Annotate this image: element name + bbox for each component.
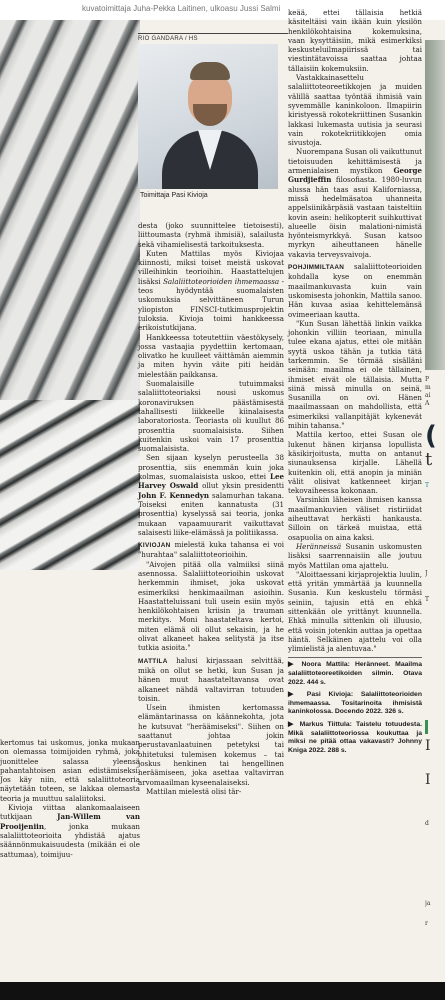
paragraph: Sen sijaan kyselyn perusteella 38 prosenttia, siis enemmän kuin joka kolmas, suomalaisista uskoo, ettei Lee Harvey Oswald ollut yksin presidentti John F. Kennedyn salamurhan takana. Toiseksi eniten kannatusta (31 prosenttia) kyselyssä sai teoria, jonka mukaan vapaamuurarit vaikuttavat salaisesti liike-elämässä ja politiikassa. bbox=[138, 453, 285, 537]
architecture-photo bbox=[0, 20, 140, 400]
paragraph: Nuorempana Susan oli vaikuttunut tietoisuuden kehittämisestä ja armenialaisen mystikon George Gurdjieffin filosofiasta. 1980-luvun alussa hän taas asui Kaliforniassa, missä hedelmäsatoa uhanneita appelsiinikärpäsiä vastaan taisteltiin kovin asein: helikopterit suihkuttivat alueelle öisin malationi-nimistä hyönteismyrkkyä. Susan katsoo myrkyn aiheuttaneen hänelle vakavia terveysvaivoja. bbox=[288, 147, 423, 259]
photo-credit-label: RIO GANDARA / HS bbox=[138, 36, 198, 42]
books-divider bbox=[288, 657, 422, 658]
book-entry: ▶ Pasi Kivioja: Salaliittoteorioiden ihmemaassa. Tositarinoita ihmisistä kaninkolossa. Docendo 2022. 326 s. bbox=[288, 691, 422, 716]
top-caption: kuvatoimittaja Juha-Pekka Laitinen, ulkoasu Jussi Salmi bbox=[82, 4, 281, 13]
text-fragment: J bbox=[425, 570, 428, 577]
paragraph: MATTILA halusi kirjassaan selvittää, mikä on ollut se hetki, kun Susan ja hänen muut haastateltavansa ovat alkaneet nähdä valtavirran totuuden toisin. bbox=[138, 655, 284, 703]
paragraph: keää, ettei tällaisia hetkiä käsiteltäisi vain ikään kuin yksilön henkilökohtaisina kokemuksina, vaan kysyttäisiin, mikä esimerkiksi keskusteluilmapiirissä tai viestintätavoissa saattaa johtaa tällaisiin kokemuksiin. bbox=[288, 8, 422, 73]
text-fragment: A bbox=[425, 400, 430, 407]
paragraph: Kivioja viittaa alankomaalaiseen tutkijaan Jan-Willem van Prooijeniin, jonka mukaan salaliittoteorioita yhdistää ajatus säännönmukaisuudesta (mikään ei ole sattumaa), toimijuu- bbox=[0, 803, 140, 859]
text-fragment: I bbox=[425, 772, 431, 788]
paragraph: POHJIMMILTAAN salaliittoteorioiden kohdalla kyse on enemmän maailmankuvasta kuin vain uskomisesta johonkin, Mattila sanoo. Hän kuvaa asiaa kehittelemänsä ovimeeriaan kautta. bbox=[288, 262, 422, 319]
architecture-photo-lower bbox=[0, 400, 140, 570]
next-article-photo bbox=[425, 40, 445, 370]
text-fragment: r bbox=[425, 920, 428, 927]
quote-paragraph: "Aivojen pitää olla valmiiksi siinä asennossa. Salaliittoteorioihin uskovat herkemmin ihmiset, joka uskovat esimerkiksi henkimaailman asioihin. Haastatteluissani tuli usein esiin myös henkilökohtaisen kriisin ja trauman merkitys. Moni haastateltava kertoi, miten elämä oli ollut sekaisin, ja he olivat alkaneet hakea selitystä ja itse tutkia asioita." bbox=[138, 559, 284, 653]
quote-paragraph: "Aloittaessani kirjaprojektia luulin, että yritän ymmärtää ja kuunnella Susania. Kun keskustelu törmäsi seiniin, tajusin että en ehkä sittenkään ole yrittänyt kuunnella. Ehkä minulla sittenkin oli illuusio, että voisin jotenkin auttaa ja opettaa häntä. Selkäinen ajattelu voi olla ylimielistä ja alentuvaa." bbox=[288, 569, 422, 654]
book-entry: ▶ Noora Mattila: Heränneet. Maailma salaliittoteoreetikoiden silmin. Otava 2022. 444 s. bbox=[288, 661, 422, 686]
text-fragment: T bbox=[425, 482, 430, 489]
text-fragment: d bbox=[425, 820, 429, 827]
author-portrait bbox=[138, 44, 278, 189]
paragraph: desta (joko suunnittelee tietoisesti), liittoumasta (ryhmä ihmisiä), salailusta sekä vihamielisestä tarkoituksesta. bbox=[138, 221, 284, 249]
photo-caption: Toimittaja Pasi Kivioja bbox=[140, 192, 208, 199]
next-article-headline-fragment: ( bbox=[425, 421, 437, 451]
paragraph: Kuten Mattilas myös Kiviojaa kiinnosti, miksi toiset meistä uskovat villeihinkin teorioihin. Haastattelujen lisäksi Salaliittoteorioiden ihmemaassa -teos hyödyntää suomalaisten uskomuksia selvittäneen Turun yliopiston FINSCI-tutkimusprojektin tuloksia. Kivioja toimi hankkeessa erikoistutkijana. bbox=[138, 248, 284, 333]
text-fragment: m bbox=[425, 384, 431, 391]
text-fragment: t bbox=[425, 449, 433, 470]
section-marker bbox=[425, 720, 428, 734]
article-column-0-bottom bbox=[0, 738, 140, 859]
header-rule bbox=[138, 33, 288, 34]
paragraph: Mattila kertoo, ettei Susan ole lukenut hänen kirjansa lopullista käsikirjoitusta, mutta on antanut siunauksensa kirjalle. Lähellä kuitenkin oli, että anopin ja miniän välit olisivat katkenneet kirjan tekovaiheessa kokonaan. bbox=[288, 430, 422, 496]
paragraph: Hankkeessa toteutettiin väestökysely, jossa vastaajia pyydettiin kertomaan, olivatko he kuulleet väittämän aiemmin ja miten hyvin väite piti heidän mielestään paikkansa. bbox=[138, 332, 284, 379]
paragraph: kertomus tai uskomus, jonka mukaan on olemassa toimijoiden ryhmä, joka juonittelee salassa yleensä pahantahtoisen asian edistämiseksi. Jos käy niin, että salaliittoteoria näytetään toteen, se lakkaa olemasta teoria ja muuttuu salaliitoksi. bbox=[0, 738, 140, 803]
text-fragment: T bbox=[425, 596, 430, 603]
quote-paragraph: "Kun Susan lähettää linkin vaikka johonkin villiin teoriaan, minulla tulee ekana ajatus, ettei ole mitään syytä uskoa tähän ja tutkia tätä tarkemmin. Se tõrmää sisälläni seinään: maailma ei ole tällainen, ihmiset eivät ole tällaisia. Mutta siinä missä minulla on seinä, Susanilla on ovi. Hänen maailmassaan on mahdollista, että esimerkiksi vallanpitäjät kykenevät mihin tahansa." bbox=[288, 318, 422, 431]
text-fragment: ja bbox=[425, 900, 431, 907]
book-entry: ▶ Markus Tiittula: Taistelu totuudesta. Mikä salaliittoteoriossa koukuttaa ja miksi ne pitää ottaa vakavasti? Johnny Kniga 2022. 288 s. bbox=[288, 721, 422, 754]
paragraph: KIVIOJAN mielestä kuka tahansa ei voi "hurahtaa" salaliittoteorioihin. bbox=[138, 540, 284, 560]
text-fragment: P bbox=[425, 376, 430, 383]
next-article-strip bbox=[425, 20, 445, 980]
text-fragment: I bbox=[425, 738, 431, 754]
paragraph: Suomalaisille tutuimmaksi salaliittoteoriaksi nousi uskomus koronaviruksen päästämisestä tahallisesti liikkeelle kiinalaisesta laboratoriosta. Teoriasta oli kuullut 86 prosenttia suomalaisista. Siihen kuitenkin uskoi vain 17 prosenttia suomalaisista. bbox=[138, 379, 284, 454]
article-column-2 bbox=[288, 8, 422, 759]
paragraph: Varsinkin läheisen ihmisen kanssa maailmankuvien väliset ristiriidat aiheuttavat herkästi hankausta. Silloin on tärkeä muistaa, että osapuolia on aina kaksi. bbox=[288, 495, 422, 542]
text-fragment: ai bbox=[425, 392, 431, 399]
scan-bottom-edge bbox=[0, 982, 445, 1000]
paragraph: Heränneissä Susanin uskomusten lisäksi saarrennaisiin alle joutuu myös Mattilan oma ajattelu. bbox=[288, 541, 422, 570]
paragraph: Usein ihmisten kertomassa elämäntarinassa on käännekohta, jota he kutsuvat "heräämiseksi". Siihen on saattanut johtaa jokin perustavanlaatuinen petetyksi tai ohitetuksi tulemisen kokemus – tai joskus henkinen tai hengellinen heräämiseen, joka asettaa valtavirran arvomaailman kyseenalaiseksi. bbox=[138, 703, 284, 787]
article-column-1 bbox=[138, 221, 284, 796]
book-list bbox=[288, 661, 422, 755]
paragraph: Mattilan mielestä olisi tär- bbox=[146, 786, 242, 796]
paragraph: Vastakkainasettelu salaliittoteoreetikkojen ja muiden välillä saattaa työntää ihmisiä vain syvemmälle kaninkoloon. Ilmapiirin kiristyessä rokotekriittinen Susankin lakkasi lukemasta uutisia ja seurasi vain rokotekriitikkojen omia sivustoja. bbox=[288, 73, 422, 148]
